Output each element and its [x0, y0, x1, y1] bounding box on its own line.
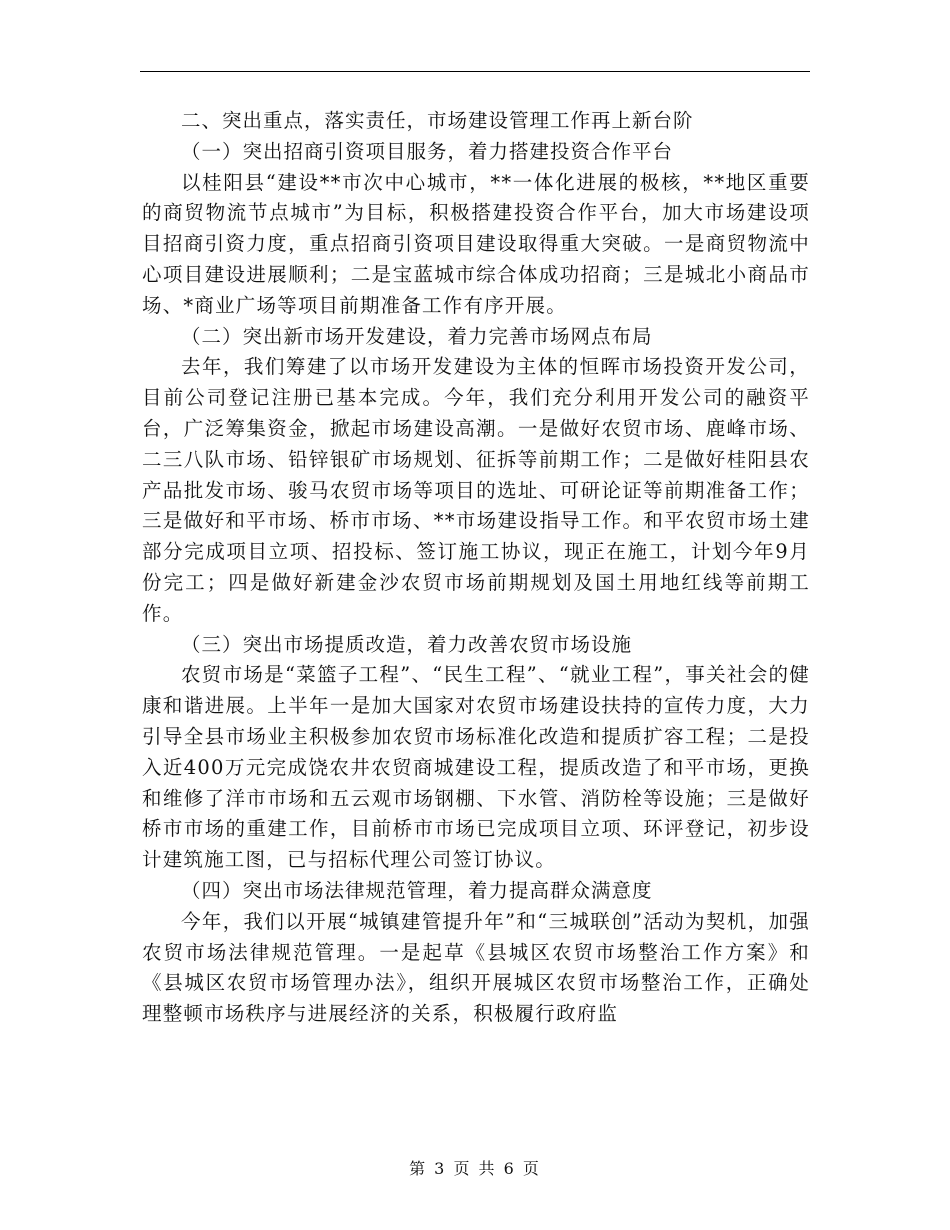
document-body [142, 106, 810, 1030]
subsection-body-3: 农贸市场是“菜篮子工程”、“民生工程”、“就业工程”，事关社会的健康和谐进展。上半年一是加大国家对农贸市场建设扶持的宣传力度，大力引导全县市场业主积极参加农贸市场标准化改造和提质扩容工程；二是投入近400万元完成饶农井农贸商城建设工程，提质改造了和平市场，更换和维修了洋市市场和五云观市场钢棚、下水管、消防栓等设施；三是做好桥市市场的重建工作，目前桥市市场已完成项目立项、环评登记，初步设计建筑施工图，已与招标代理公司签订协议。 [142, 663, 810, 872]
subsection-body-2: 去年，我们筹建了以市场开发建设为主体的恒晖市场投资开发公司，目前公司登记注册已基本完成。今年，我们充分利用开发公司的融资平台，广泛筹集资金，掀起市场建设高潮。一是做好农贸市场、鹿峰市场、二三八队市场、铅锌银矿市场规划、征拆等前期工作；二是做好桂阳县农产品批发市场、骏马农贸市场等项目的选址、可研论证等前期准备工作；三是做好和平市场、桥市市场、**市场建设指导工作。和平农贸市场土建部分完成项目立项、招投标、签订施工协议，现正在施工，计划今年9月份完工；四是做好新建金沙农贸市场前期规划及国土用地红线等前期工作。 [142, 355, 810, 625]
subsection-body-1: 以桂阳县“建设**市次中心城市，**一体化进展的极核，**地区重要的商贸物流节点城市”为目标，积极搭建投资合作平台，加大市场建设项目招商引资力度，重点招商引资项目建设取得重大突破。一是商贸物流中心项目建设进展顺利；二是宝蓝城市综合体成功招商；三是城北小商品市场、*商业广场等项目前期准备工作有序开展。 [142, 170, 810, 317]
subsection-heading-1: （一）突出招商引资项目服务，着力搭建投资合作平台 [181, 139, 674, 163]
subsection-heading-3: （三）突出市场提质改造，着力改善农贸市场设施 [181, 632, 633, 656]
subsection-body-4: 今年，我们以开展“城镇建管提升年”和“三城联创”活动为契机，加强农贸市场法律规范管理。一是起草《县城区农贸市场整治工作方案》和《县城区农贸市场管理办法》，组织开展城区农贸市场整治工作，正确处理整顿市场秩序与进展经济的关系，积极履行政府监 [142, 909, 810, 1026]
subsection-heading-4: （四）突出市场法律规范管理，着力提高群众满意度 [181, 878, 653, 902]
subsection-heading-2: （二）突出新市场开发建设，着力完善市场网点布局 [181, 324, 653, 348]
header-rule [140, 71, 810, 72]
page-number-footer: 第 3 页 共 6 页 [409, 1159, 541, 1178]
section-heading: 二、突出重点，落实责任，市场建设管理工作再上新台阶 [181, 109, 694, 132]
